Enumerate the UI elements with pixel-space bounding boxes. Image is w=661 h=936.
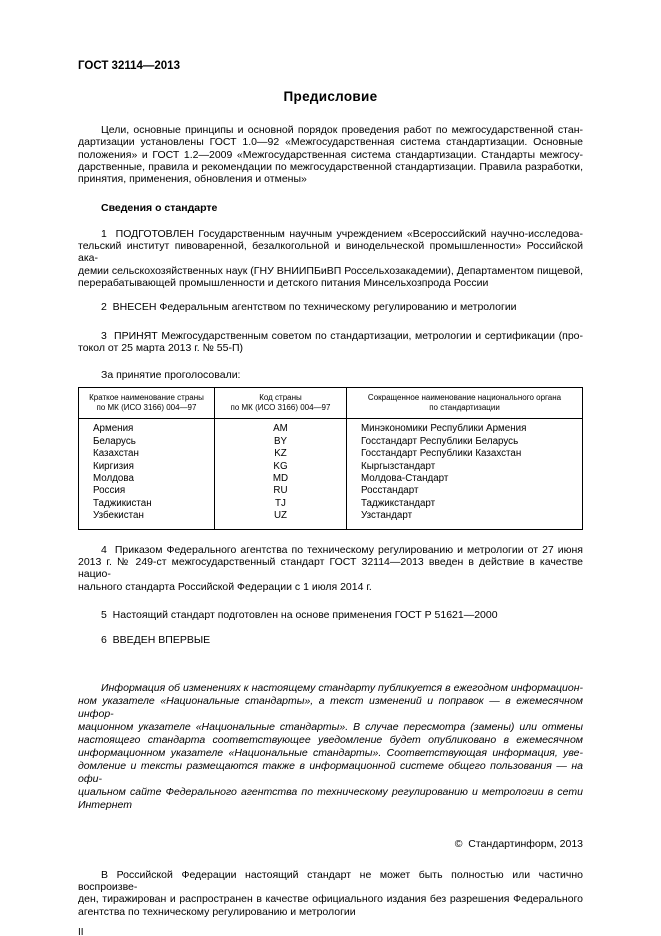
country-code: RU <box>215 485 347 497</box>
country-name: Казахстан <box>79 448 215 460</box>
reproduction-restriction: В Российской Федерации настоящий стандарт не может быть полностью или частично воспроизве- ден, тиражирован и распространен в качестве официального издания без разрешения Федерального агентства по техническому регулированию и метрологии <box>78 868 583 918</box>
table-row <box>79 473 583 485</box>
column-header-standards-body: Сокращенное наименование национального органа по стандартизации <box>347 388 583 419</box>
country-name: Киргизия <box>79 461 215 473</box>
section-heading-standard-info: Сведения о стандарте <box>101 202 218 215</box>
standards-body: Кыргызстандарт <box>347 461 583 473</box>
table-row <box>79 510 583 529</box>
country-code: BY <box>215 436 347 448</box>
info-item-1-prepared-by: 1 ПОДГОТОВЛЕН Государственным научным учреждением «Всероссийский научно-исследова- тельский институт пивоваренной, безалкогольной и винодельческой промышленности» Российской ака- демии сельскохозяйственных наук (ГНУ ВНИИПБиВП Россельхозакадемии), Департаментом пищевой, перерабатывающей промышленности и детского питания Минсельхозпрода России <box>78 227 583 289</box>
vote-label: За принятие проголосовали: <box>101 369 241 382</box>
standards-body: Молдова-Стандарт <box>347 473 583 485</box>
standards-body: Таджикстандарт <box>347 498 583 510</box>
info-item-3-adopted-by: 3 ПРИНЯТ Межгосударственным советом по стандартизации, метрологии и сертификации (про- токол от 25 марта 2013 г. № 55-П) <box>78 329 583 354</box>
standards-body: Госстандарт Республики Казахстан <box>347 448 583 460</box>
country-name: Беларусь <box>79 436 215 448</box>
standards-body: Узстандарт <box>347 510 583 529</box>
amendments-notice: Информация об изменениях к настоящему стандарту публикуется в ежегодном информацион- ном указателе «Национальные стандарты», а текст изменений и поправок — в ежемесячном инфор- мационном указателе «Национальные стандарты». В случае пересмотра (замены) или отмены настоящего стандарта соответствующее уведомление будет опубликовано в ежемесячном информационном указателе «Национальные стандарты». Соответствующая информация, уве- домление и тексты размещаются также в информационной системе общего пользования — на офи- циальном сайте Федерального агентства по техническому регулированию и метрологии в сети Интернет <box>78 682 583 812</box>
info-item-4-enacted: 4 Приказом Федерального агентства по техническому регулированию и метрологии от 27 июня 2013 г. № 249-ст межгосударственный стандарт ГОСТ 32114—2013 введен в действие в качестве нацио- нального стандарта Российской Федерации с 1 июля 2014 г. <box>78 543 583 593</box>
info-item-2-submitted-by: 2 ВНЕСЕН Федеральным агентством по техническому регулированию и метрологии <box>101 301 517 314</box>
vote-table-header-row <box>79 388 583 419</box>
column-header-country-code: Код страны по МК (ИСО 3166) 004—97 <box>215 388 347 419</box>
table-row <box>79 436 583 448</box>
doc-code: ГОСТ 32114—2013 <box>78 60 180 72</box>
country-name: Молдова <box>79 473 215 485</box>
country-code: KG <box>215 461 347 473</box>
country-code: KZ <box>215 448 347 460</box>
table-row <box>79 461 583 473</box>
info-item-5-based-on: 5 Настоящий стандарт подготовлен на основе применения ГОСТ Р 51621—2000 <box>101 608 498 621</box>
standards-body: Госстандарт Республики Беларусь <box>347 436 583 448</box>
country-name: Россия <box>79 485 215 497</box>
intro-paragraph: Цели, основные принципы и основной порядок проведения работ по межгосударственной стан- дартизации установлены ГОСТ 1.0—92 «Межгосударственная система стандартизации. Основные положения» и ГОСТ 1.2—2009 «Межгосударственная система стандартизации. Стандарты межгосу- дарственные, правила и рекомендации по межгосударственной стандартизации. Правила разработки, принятия, применения, обновления и отмены» <box>78 124 583 186</box>
table-row <box>79 485 583 497</box>
country-name: Армения <box>79 419 215 436</box>
vote-table <box>78 387 583 529</box>
standards-body: Минэкономики Республики Армения <box>347 419 583 436</box>
standards-body: Росстандарт <box>347 485 583 497</box>
info-item-6-first-edition: 6 ВВЕДЕН ВПЕРВЫЕ <box>101 634 211 647</box>
column-header-country-name: Краткое наименование страны по МК (ИСО 3166) 004—97 <box>79 388 215 419</box>
country-code: UZ <box>215 510 347 529</box>
table-row <box>79 419 583 436</box>
country-name: Таджикистан <box>79 498 215 510</box>
country-name: Узбекистан <box>79 510 215 529</box>
country-code: TJ <box>215 498 347 510</box>
page-number: II <box>78 926 84 936</box>
table-row <box>79 448 583 460</box>
table-row <box>79 498 583 510</box>
page-title: Предисловие <box>283 89 378 104</box>
country-code: AM <box>215 419 347 436</box>
country-code: MD <box>215 473 347 485</box>
copyright-notice: © Стандартинформ, 2013 <box>454 838 583 851</box>
